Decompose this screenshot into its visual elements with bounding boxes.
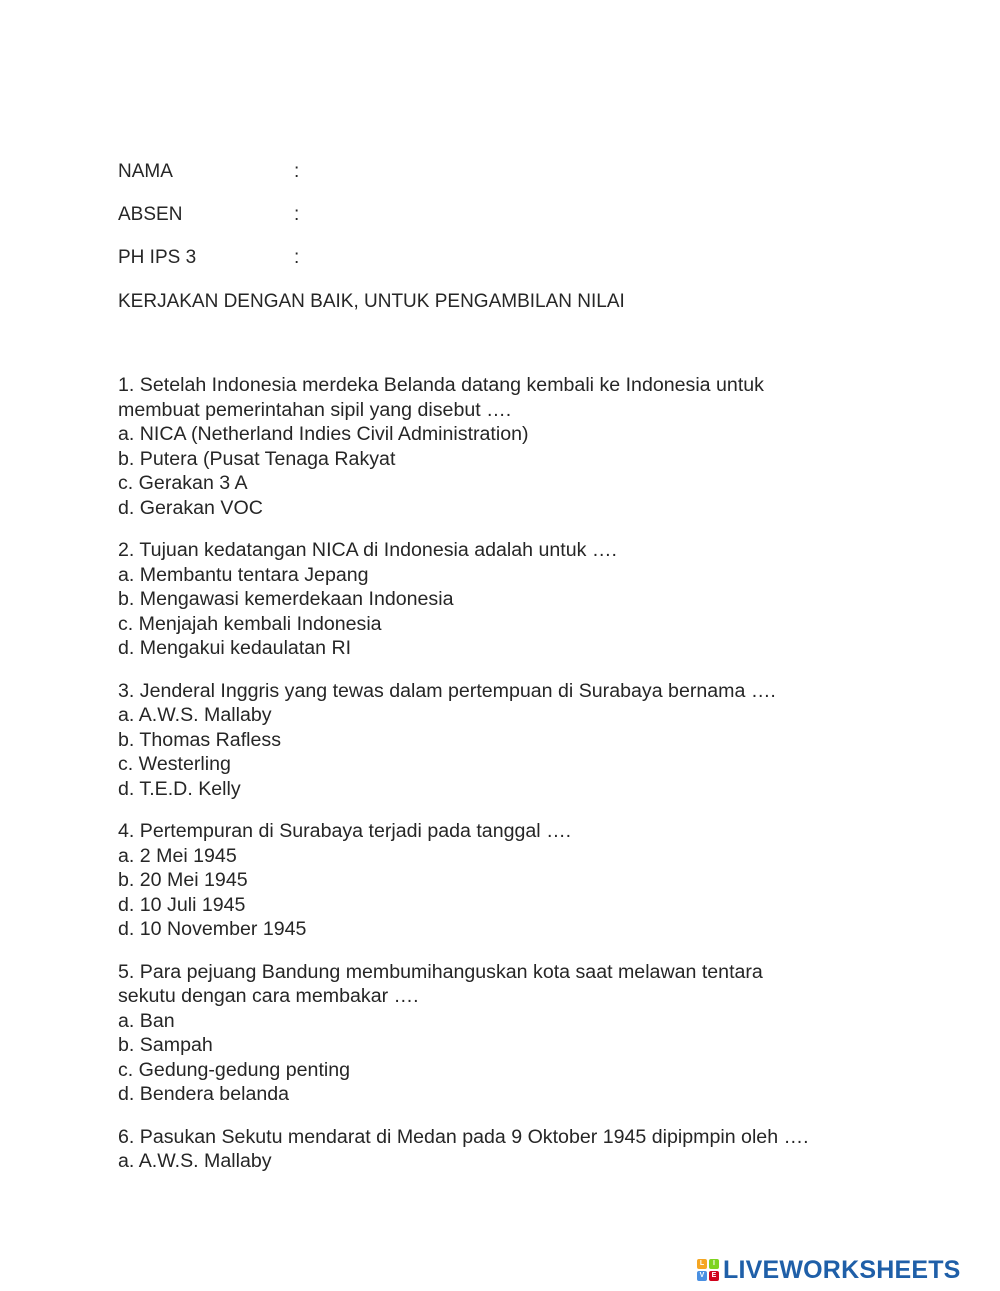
question-text: 1. Setelah Indonesia merdeka Belanda datang kembali ke Indonesia untuk	[118, 374, 764, 396]
logo-text: LIVEWORKSHEETS	[723, 1255, 961, 1284]
liveworksheets-logo	[697, 1256, 961, 1284]
name-label: NAMA	[118, 161, 173, 182]
answer-option: a. 2 Mei 1945	[118, 844, 237, 867]
question-2	[118, 538, 918, 661]
logo-mark-icon	[697, 1259, 719, 1281]
question-text: 4. Pertempuran di Surabaya terjadi pada tanggal ….	[118, 820, 572, 842]
answer-option: a. A.W.S. Mallaby	[118, 704, 272, 726]
answer-option: c. Gedung-gedung penting	[118, 1058, 351, 1081]
question-text: 3. Jenderal Inggris yang tewas dalam pertempuan di Surabaya bernama ….	[118, 679, 776, 702]
question-text: 5. Para pejuang Bandung membumihanguskan kota saat melawan tentara	[118, 960, 763, 983]
logo-mark-tile: V	[697, 1271, 707, 1281]
logo-mark-tile: E	[709, 1271, 719, 1281]
answer-option: c. Westerling	[118, 753, 231, 775]
question-list	[118, 373, 918, 1192]
question-3	[118, 679, 918, 802]
name-colon: :	[294, 161, 300, 182]
question-text: membuat pemerintahan sipil yang disebut ….	[118, 398, 512, 421]
answer-option: a. Membantu tentara Jepang	[118, 563, 369, 586]
answer-option: b. 20 Mei 1945	[118, 869, 248, 891]
answer-option: b. Thomas Rafless	[118, 728, 281, 751]
question-5	[118, 960, 918, 1107]
question-4	[118, 819, 918, 942]
answer-option: b. Sampah	[118, 1034, 213, 1056]
absen-label: ABSEN	[118, 204, 183, 225]
answer-option: d. Mengakui kedaulatan RI	[118, 637, 352, 659]
answer-option: d. 10 Juli 1945	[118, 893, 246, 916]
name-field	[118, 160, 299, 184]
absen-field	[118, 203, 299, 227]
answer-option: a. NICA (Netherland Indies Civil Administration)	[118, 423, 529, 445]
answer-option: a. A.W.S. Mallaby	[118, 1150, 272, 1172]
question-text: 2. Tujuan kedatangan NICA di Indonesia adalah untuk ….	[118, 539, 617, 561]
class-field	[118, 246, 299, 270]
question-1	[118, 373, 918, 520]
class-label: PH IPS 3	[118, 247, 197, 268]
absen-colon: :	[294, 204, 300, 225]
answer-option: a. Ban	[118, 1009, 175, 1032]
instruction-text: KERJAKAN DENGAN BAIK, UNTUK PENGAMBILAN NILAI	[118, 291, 625, 312]
answer-option: b. Putera (Pusat Tenaga Rakyat	[118, 447, 396, 470]
question-text: 6. Pasukan Sekutu mendarat di Medan pada 9 Oktober 1945 dipipmpin oleh ….	[118, 1125, 809, 1148]
answer-option: d. Bendera belanda	[118, 1083, 290, 1105]
question-6	[118, 1125, 918, 1174]
answer-option: d. T.E.D. Kelly	[118, 777, 241, 800]
logo-mark-tile: I	[709, 1259, 719, 1269]
answer-option: d. 10 November 1945	[118, 918, 307, 940]
answer-option: c. Gerakan 3 A	[118, 472, 248, 494]
answer-option: c. Menjajah kembali Indonesia	[118, 612, 382, 635]
question-text: sekutu dengan cara membakar ….	[118, 985, 419, 1007]
logo-mark-tile: L	[697, 1259, 707, 1269]
class-colon: :	[294, 247, 300, 268]
answer-option: b. Mengawasi kemerdekaan Indonesia	[118, 588, 454, 610]
answer-option: d. Gerakan VOC	[118, 496, 263, 519]
